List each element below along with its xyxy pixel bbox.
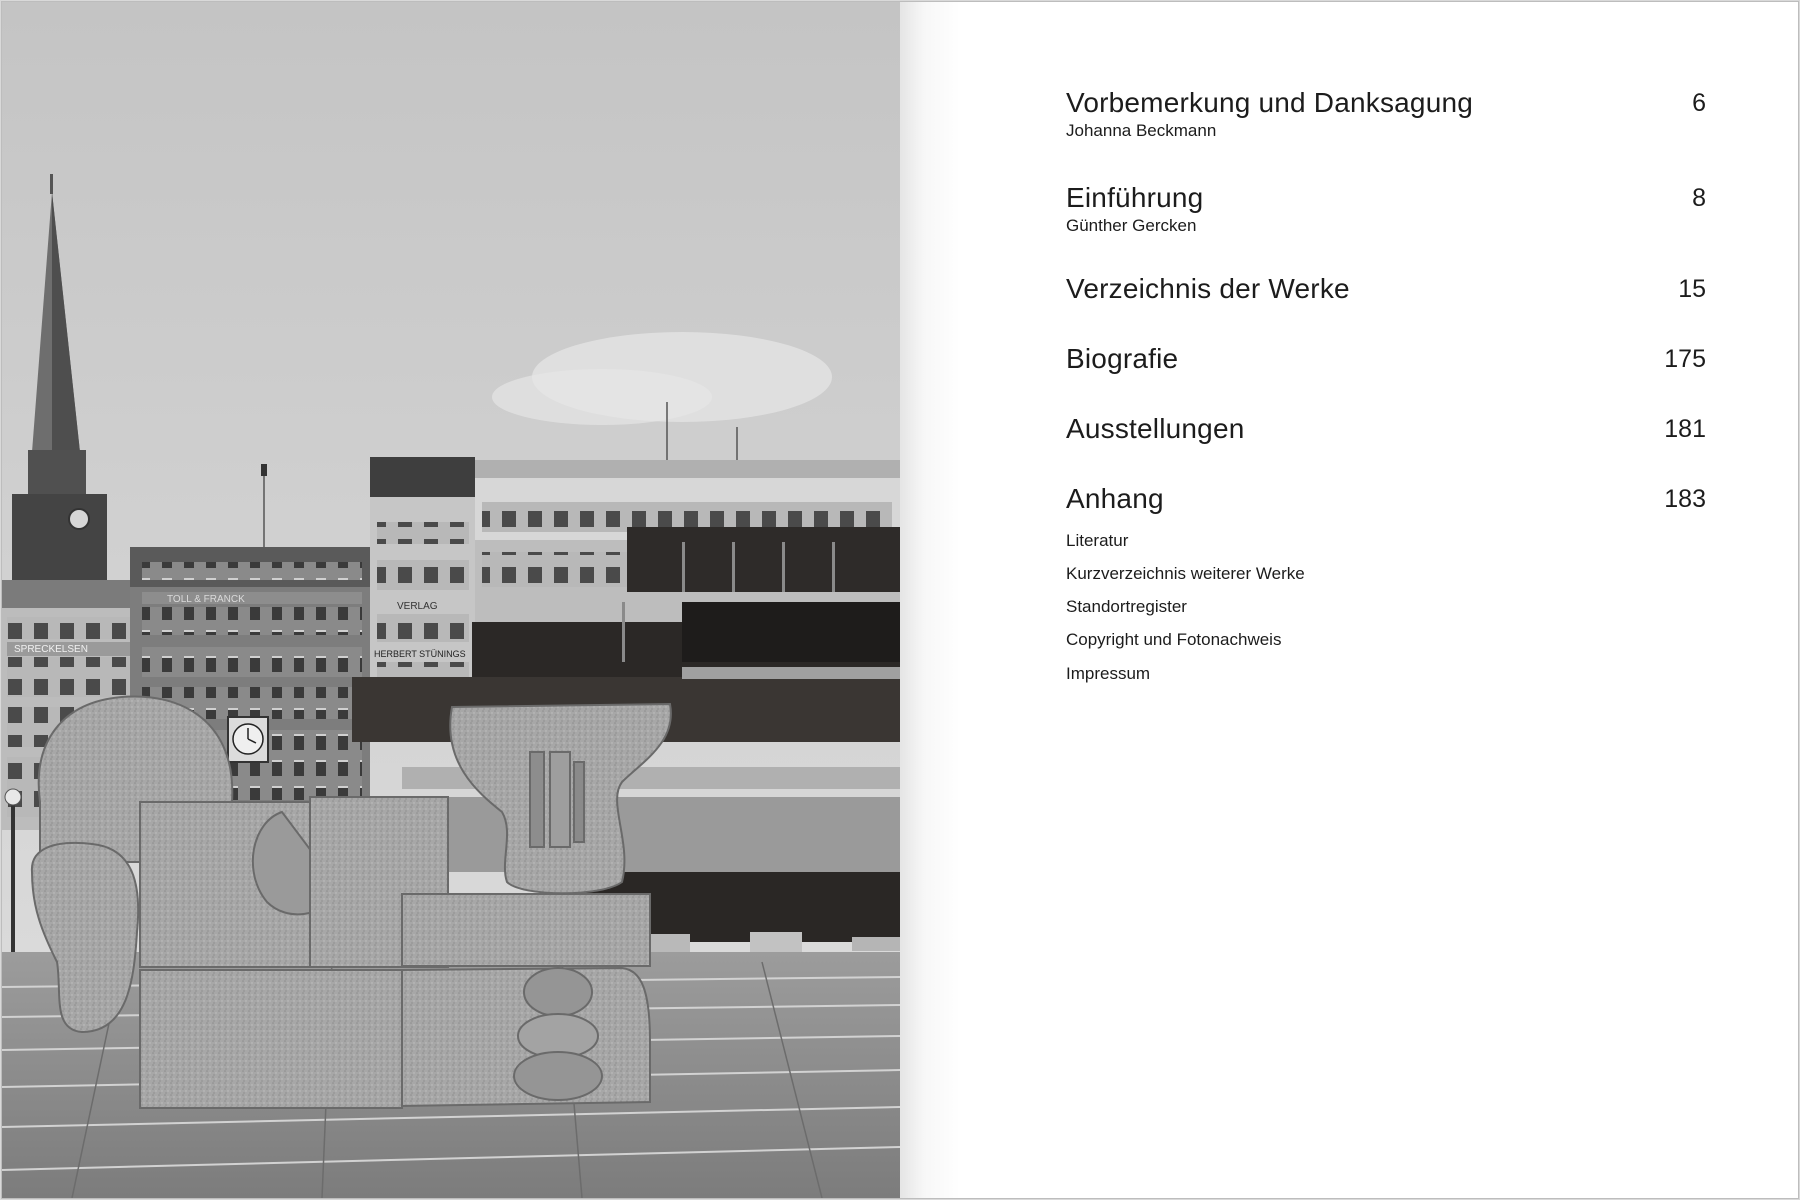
- toc-entry-biografie[interactable]: [1066, 342, 1706, 376]
- toc-sub-standortregister[interactable]: Standortregister: [1066, 597, 1187, 616]
- toc-entry-author: Johanna Beckmann: [1066, 121, 1217, 140]
- toc-page-number: 183: [1664, 485, 1706, 513]
- toc-entry-author: Günther Gercken: [1066, 216, 1197, 235]
- photo-page: [2, 2, 900, 1198]
- toc-sub-copyright[interactable]: Copyright und Fotonachweis: [1066, 630, 1282, 649]
- toc-sub-impressum[interactable]: Impressum: [1066, 664, 1151, 683]
- toc-entry-ausstellungen[interactable]: [1066, 412, 1706, 446]
- toc-page-number: 181: [1664, 415, 1706, 443]
- toc-sub-literatur[interactable]: Literatur: [1066, 531, 1129, 550]
- table-of-contents: [900, 2, 1798, 1198]
- toc-entry-verzeichnis[interactable]: [1066, 272, 1706, 306]
- sculpture-photo: [2, 2, 900, 1198]
- toc-entry-title: Biografie: [1066, 343, 1179, 374]
- toc-entry-anhang[interactable]: [1066, 482, 1706, 516]
- toc-page-number: 6: [1692, 89, 1706, 117]
- toc-entry-title: Verzeichnis der Werke: [1066, 273, 1350, 304]
- publisher-sign: VERLAG: [397, 601, 438, 612]
- publisher-name-sign: HERBERT STÜNINGS: [374, 649, 466, 659]
- toc-entry-einfuehrung[interactable]: [1066, 181, 1706, 237]
- toc-entry-title: Anhang: [1066, 483, 1164, 514]
- toc-page-number: 8: [1692, 184, 1706, 212]
- toc-page-number: 175: [1664, 345, 1706, 373]
- toc-entry-title: Ausstellungen: [1066, 413, 1245, 444]
- toc-entry-title: Einführung: [1066, 182, 1204, 213]
- publisher-building: [370, 457, 475, 707]
- toc-entry-vorbemerkung[interactable]: [1066, 86, 1706, 142]
- toc-page-number: 15: [1678, 275, 1706, 303]
- book-spread: [2, 2, 1798, 1198]
- shop-sign: SPRECKELSEN: [14, 644, 88, 655]
- toc-entry-title: Vorbemerkung und Danksagung: [1066, 87, 1474, 118]
- toc-sub-kurzverzeichnis[interactable]: Kurzverzeichnis weiterer Werke: [1066, 564, 1305, 583]
- frieze-sign: TOLL & FRANCK: [167, 594, 245, 605]
